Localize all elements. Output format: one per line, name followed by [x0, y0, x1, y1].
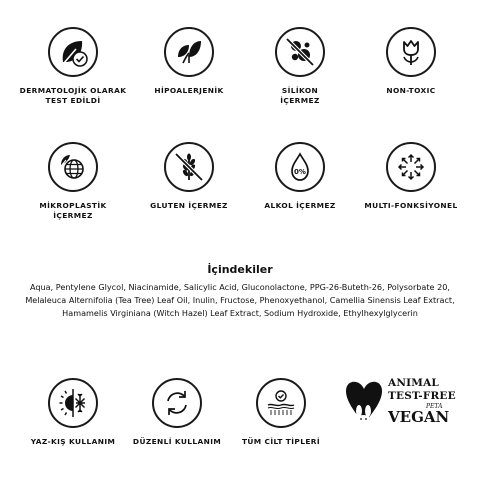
logo-line-test-free: TEST-FREE — [388, 390, 456, 402]
drop-zero-percent-icon — [275, 142, 325, 192]
drop-text: 0% — [294, 168, 306, 176]
sun-snow-icon — [48, 378, 98, 428]
refresh-cycle-icon — [152, 378, 202, 428]
badge-regular-use — [122, 378, 232, 447]
bunny-heart-icon — [342, 377, 386, 429]
badge-microplastic-free — [18, 142, 128, 220]
tulip-icon — [386, 27, 436, 77]
logo-line-animal: ANIMAL — [388, 377, 440, 389]
multi-arrows-icon — [386, 142, 436, 192]
globe-microplastic-icon — [48, 142, 98, 192]
logo-line-vegan: VEGAN — [388, 408, 450, 426]
badge-label: TÜM CİLT TİPLERİ — [241, 437, 321, 446]
badge-multi-functional — [356, 142, 466, 211]
badge-dermatologically-tested — [18, 27, 128, 105]
leaves-icon — [164, 27, 214, 77]
badge-label: MİKROPLASTİK İÇERMEZ — [39, 201, 107, 220]
badge-summer-winter — [18, 378, 128, 447]
skin-check-icon — [256, 378, 306, 428]
ingredients-text: Aqua, Pentylene Glycol, Niacinamide, Salicylic Acid, Gluconolactone, PPG-26-Buteth-26, Polysorbate 20, Melaleuca Alternifolia (Tea Tree) Leaf Oil, Inulin, Fructose, Phenoxyethanol, Camellia Sinensis Leaf Extract, Hamamelis Virginiana (Witch Hazel) Leaf Extract, Sodium Hydroxide, Ethylhexylglycerin — [25, 282, 455, 318]
badge-silicone-free — [245, 27, 355, 105]
badge-label: YAZ-KIŞ KULLANIM — [30, 437, 116, 446]
badge-label: SİLİKON İÇERMEZ — [280, 86, 320, 105]
badge-gluten-free — [134, 142, 244, 211]
badge-label: DÜZENLİ KULLANIM — [132, 437, 222, 446]
badge-non-toxic — [356, 27, 466, 96]
badge-label: HİPOALERJENİK — [154, 86, 224, 95]
badge-all-skin-types — [226, 378, 336, 447]
ingredients-title: İçindekiler — [207, 263, 273, 276]
badge-label: MULTI-FONKSİYONEL — [364, 201, 458, 210]
badge-alcohol-free — [245, 142, 355, 211]
logo-peta: PETA — [426, 403, 443, 410]
leaf-check-icon — [48, 27, 98, 77]
silicone-free-icon — [275, 27, 325, 77]
badge-label: ALKOL İÇERMEZ — [264, 201, 336, 210]
badge-label: NON-TOXIC — [386, 86, 436, 95]
badge-label: DERMATOLOJİK OLARAK TEST EDİLDİ — [19, 86, 127, 105]
badge-hypoallergenic — [134, 27, 244, 96]
wheat-crossed-icon — [164, 142, 214, 192]
animal-test-free-vegan-logo — [342, 375, 456, 435]
badge-label: GLUTEN İÇERMEZ — [150, 201, 228, 210]
